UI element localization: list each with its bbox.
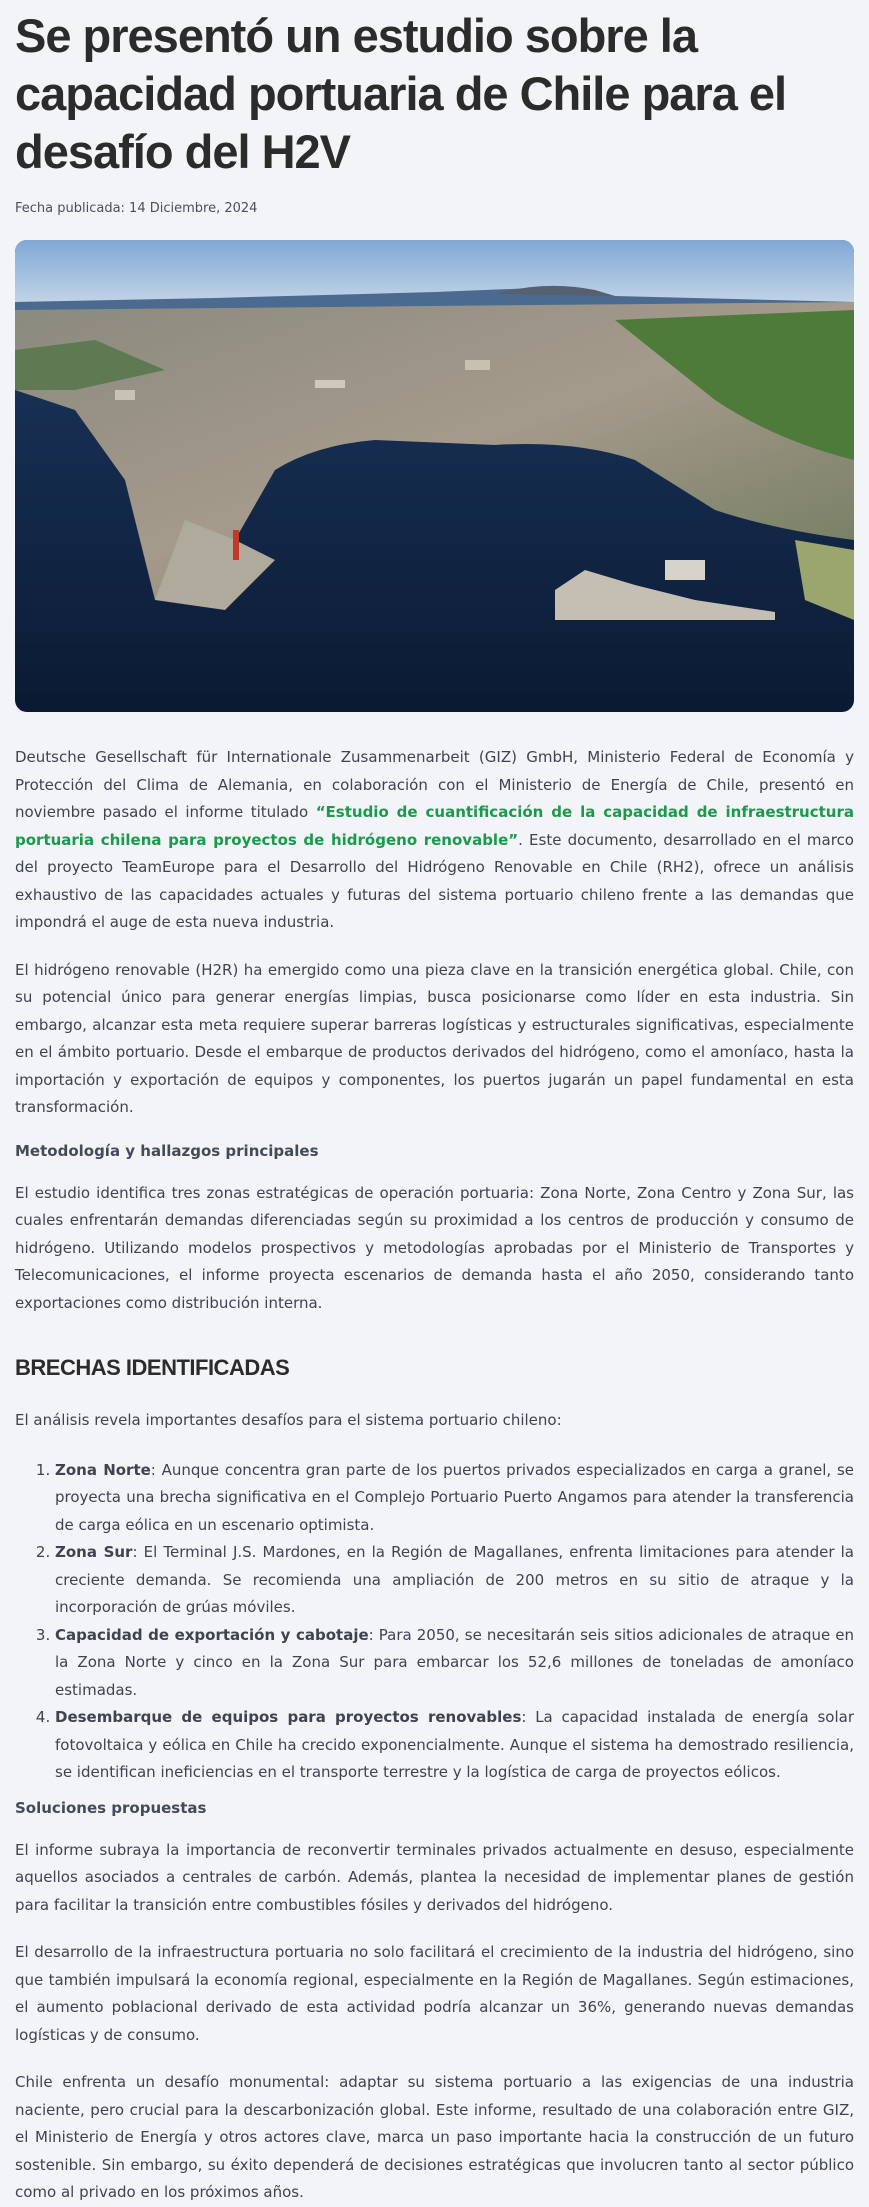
- list-item: 3. Capacidad de exportación y cabotaje: Para 2050, se necesitarán seis sitios adicionales de atraque en la Zona Norte y cinco en la Zona Sur para embarcar los 52,6 millones de toneladas de amoníaco estimadas.: [55, 1622, 854, 1705]
- report-link[interactable]: “Estudio de cuantificación de la capacidad de infraestructura portuaria chilena para proyectos de hidrógeno renovable”: [15, 803, 854, 849]
- subheading-methodology: Metodología y hallazgos principales: [15, 1141, 319, 1160]
- paragraph-4: El análisis revela importantes desafíos para el sistema portuario chileno:: [15, 1411, 562, 1429]
- paragraph-3: El estudio identifica tres zonas estratégicas de operación portuaria: Zona Norte, Zona Centro y Zona Sur, las cuales enfrentarán demandas diferenciadas según su proximidad a los centros de producción y consumo de hidrógeno. Utilizando modelos prospectivos y metodologías aprobadas por el Ministerio de Transportes y Telecomunicaciones, el informe proyecta escenarios de demanda hasta el año 2050, considerando tanto exportaciones como distribución interna.: [15, 1183, 854, 1312]
- intro-paragraph: Deutsche Gesellschaft für Internationale Zusammenarbeit (GIZ) GmbH, Ministerio Federal de Economía y Protección del Clima de Alemania, en colaboración con el Ministerio de Energía de Chile, presentó en noviembre pasado el informe titulado “Estudio de cuantificación de la capacidad de infraestructura portuaria chilena para proyectos de hidrógeno renovable”. Este documento, desarrollado en el marco del proyecto TeamEurope para el Desarrollo del Hidrógeno Renovable en Chile (RH2), ofrece un análisis exhaustivo de las capacidades actuales y futuras del sistema portuario chileno frente a las demandas que impondrá el auge de esta nueva industria.: [15, 748, 854, 931]
- paragraph-2: El hidrógeno renovable (H2R) ha emergido como una pieza clave en la transición energética global. Chile, con su potencial único para generar energías limpias, busca posicionarse como líder en esta industria. Sin embargo, alcanzar esta meta requiere superar barreras logísticas y estructurales significativas, especialmente en el ámbito portuario. Desde el embarque de productos derivados del hidrógeno, como el amoníaco, hasta la importación y exportación de equipos y componentes, los puertos jugarán un papel fundamental en esta transformación.: [15, 960, 854, 1116]
- section-heading-brechas: BRECHAS IDENTIFICADAS: [15, 1355, 290, 1380]
- publish-date: Fecha publicada: 14 Diciembre, 2024: [15, 201, 258, 216]
- page-title: Se presentó un estudio sobre la capacidad portuaria de Chile para el desafío del H2V: [15, 9, 787, 178]
- aerial-port-city-photo: [15, 240, 854, 712]
- paragraph-7: Chile enfrenta un desafío monumental: adaptar su sistema portuario a las exigencias de una industria naciente, pero crucial para la descarbonización global. Este informe, resultado de una colaboración entre GIZ, el Ministerio de Energía y otros actores clave, marca un paso importante hacia la construcción de un futuro sostenible. Sin embargo, su éxito dependerá de decisiones estratégicas que involucren tanto al sector público como al privado en los próximos años.: [15, 2073, 854, 2201]
- gaps-list: [15, 1457, 854, 1787]
- hero-image: [15, 240, 854, 712]
- paragraph-5: El informe subraya la importancia de reconvertir terminales privados actualmente en desuso, especialmente aquellos asociados a centrales de carbón. Además, plantea la necesidad de implementar planes de gestión para facilitar la transición entre combustibles fósiles y derivados del hidrógeno.: [15, 1840, 854, 1914]
- article: [0, 7, 869, 2207]
- list-item: 2. Zona Sur: El Terminal J.S. Mardones, en la Región de Magallanes, enfrenta limitaciones para atender la creciente demanda. Se recomienda una ampliación de 200 metros en su sitio de atraque y la incorporación de grúas móviles.: [55, 1539, 854, 1622]
- subheading-solutions: Soluciones propuestas: [15, 1798, 207, 1817]
- paragraph-6: El desarrollo de la infraestructura portuaria no solo facilitará el crecimiento de la industria del hidrógeno, sino que también impulsará la economía regional, especialmente en la Región de Magallanes. Según estimaciones, el aumento poblacional derivado de esta actividad podría alcanzar un 36%, generando nuevas demandas logísticas y de consumo.: [15, 1943, 854, 2044]
- list-item: 4. Desembarque de equipos para proyectos renovables: La capacidad instalada de energía solar fotovoltaica y eólica en Chile ha crecido exponencialmente. Aunque el sistema ha demostrado resiliencia, se identifican ineficiencias en el transporte terrestre y la logística de carga de proyectos eólicos.: [55, 1704, 854, 1787]
- list-item: 1. Zona Norte: Aunque concentra gran parte de los puertos privados especializados en carga a granel, se proyecta una brecha significativa en el Complejo Portuario Puerto Angamos para atender la transferencia de carga eólica en un escenario optimista.: [55, 1457, 854, 1540]
